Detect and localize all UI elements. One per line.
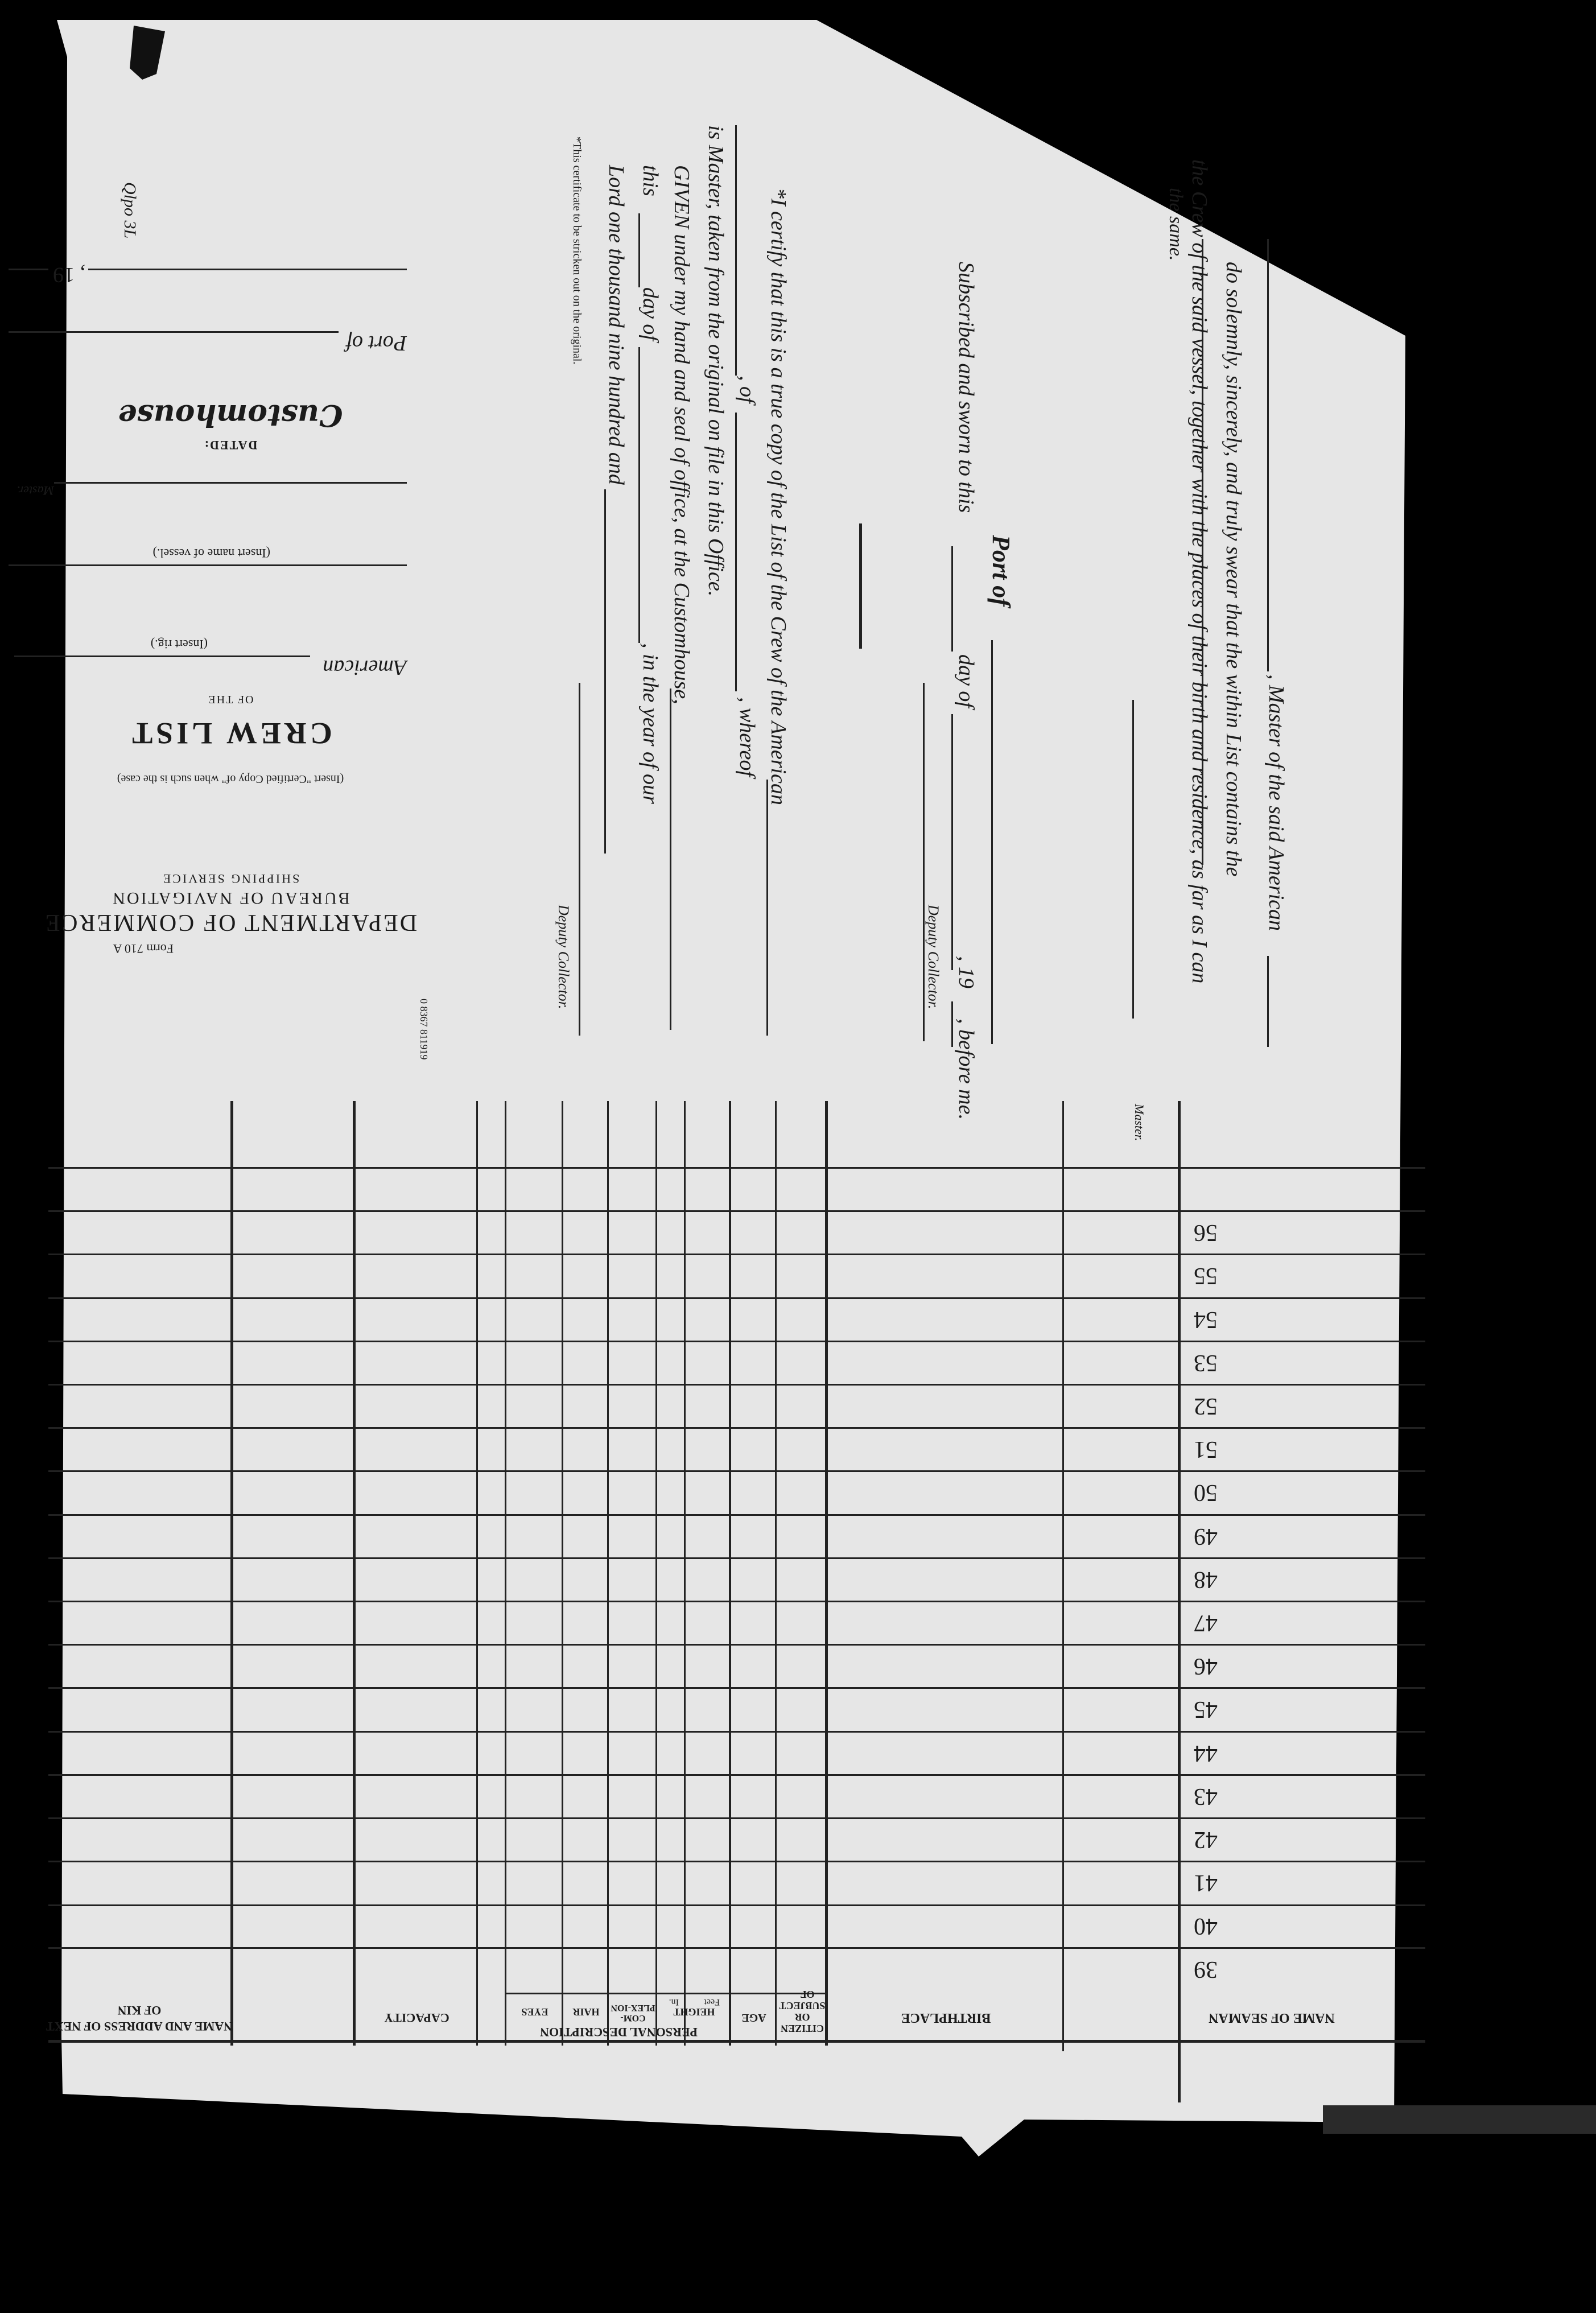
header-hair: HAIR [572,2006,600,2018]
certificate-deputy-collector: Deputy Collector. [555,905,572,1009]
crew-list-title: CREW LIST [129,716,332,751]
row-number: 41 [1194,1870,1218,1896]
certificate-line-2: is Master, taken from the original on file in this Office. [704,125,728,597]
row-number: 44 [1194,1740,1218,1766]
header-height-inches: In. [669,1997,679,2007]
header-eyes: EYES [521,2006,549,2018]
certificate-of: , of [735,376,759,403]
of-the-label: OF THE [207,693,254,706]
header-personal-description: PERSONAL DESCRIPTION [540,2025,698,2039]
header-birthplace: BIRTHPLACE [901,2010,991,2025]
form-number: Form 710 A [113,942,174,956]
cover-port-of-label: Port of [346,331,407,355]
row-number: 52 [1194,1393,1218,1419]
declaration-master-of: , Master of the said American [1264,674,1288,931]
header-height: HEIGHT [673,2006,715,2018]
subscribed-text: Subscribed and sworn to this [954,262,978,513]
header-citizen: CITIZEN OR SUBJECT OF— [779,1989,826,2034]
row-number: 47 [1194,1610,1218,1636]
declaration-solemnly: do solemnly, sincerely, and truly swear that the within List contains the [1222,262,1246,877]
insert-rig-note: (Insert rig.) [150,637,208,652]
row-number: 54 [1194,1306,1218,1333]
row-number: 42 [1194,1827,1218,1853]
certificate-line-1: *I certify that this is a true copy of the List of the Crew of the American [766,188,790,805]
header-complexion: COM-PLEX-ION [611,2003,655,2023]
header-height-feet: Feet [704,1997,720,2007]
certificate-this: this [638,165,662,196]
certificate-day-of: day of [638,287,662,341]
master-signature-label: Master. [1132,1104,1147,1141]
row-number: 45 [1194,1696,1218,1722]
declaration-year: , 19 [954,956,978,988]
row-number: 50 [1194,1479,1218,1506]
row-number: 40 [1194,1913,1218,1939]
row-number: 56 [1194,1219,1218,1246]
cover-year: , 19 [53,263,85,287]
row-number: 51 [1194,1436,1218,1462]
department-heading: DEPARTMENT OF COMMERCE [43,909,418,935]
row-number: 55 [1194,1263,1218,1289]
header-capacity: CAPACITY [384,2011,449,2025]
row-number: 46 [1194,1653,1218,1679]
service-heading: SHIPPING SERVICE [161,872,300,886]
header-next-of-kin: NAME AND ADDRESS OF NEXT OF KIN [46,2003,233,2034]
row-number: 39 [1194,1956,1218,1982]
declaration-same: the same. [1165,188,1186,261]
header-age: AGE [741,2011,766,2024]
declaration-day-of: day of [954,654,978,708]
header-name-of-seaman: NAME OF SEAMAN [1209,2010,1335,2025]
insert-certified-note: (Insert "Certified Copy of" when such is the case) [117,773,344,785]
declaration-crew: the Crew of the said vessel, together with the places of their birth and residence, as far as I can [1187,159,1211,984]
bureau-heading: BUREAU OF NAVIGATION [111,889,350,908]
certificate-whereof: , whereof [735,697,759,777]
certificate-footnote: *This certificate to be stricken out on the original. [571,137,583,365]
row-number: 43 [1194,1783,1218,1809]
print-code: 0 8367 811919 [418,999,430,1060]
declaration-deputy-collector: Deputy Collector. [925,905,942,1009]
insert-vessel-note: (Insert name of vessel.) [152,546,270,560]
row-number: 49 [1194,1523,1218,1549]
row-number: 53 [1194,1350,1218,1376]
cover-master-label: Master. [17,484,54,498]
row-number: 48 [1194,1566,1218,1593]
certificate-line-3: GIVEN under my hand and seal of office, at the Customhouse, [670,165,694,704]
customhouse-label: Customhouse [118,398,343,432]
certificate-lord: Lord one thousand nine hundred and [604,165,628,485]
stamp-text: Qlpo 3L [121,182,139,239]
american-label: American [323,655,407,679]
port-of-label: Port of [987,535,1015,607]
dated-label: DATED: [203,438,258,452]
certificate-in-year: , in the year of our [638,643,662,804]
before-me-text: , before me. [954,1019,978,1120]
